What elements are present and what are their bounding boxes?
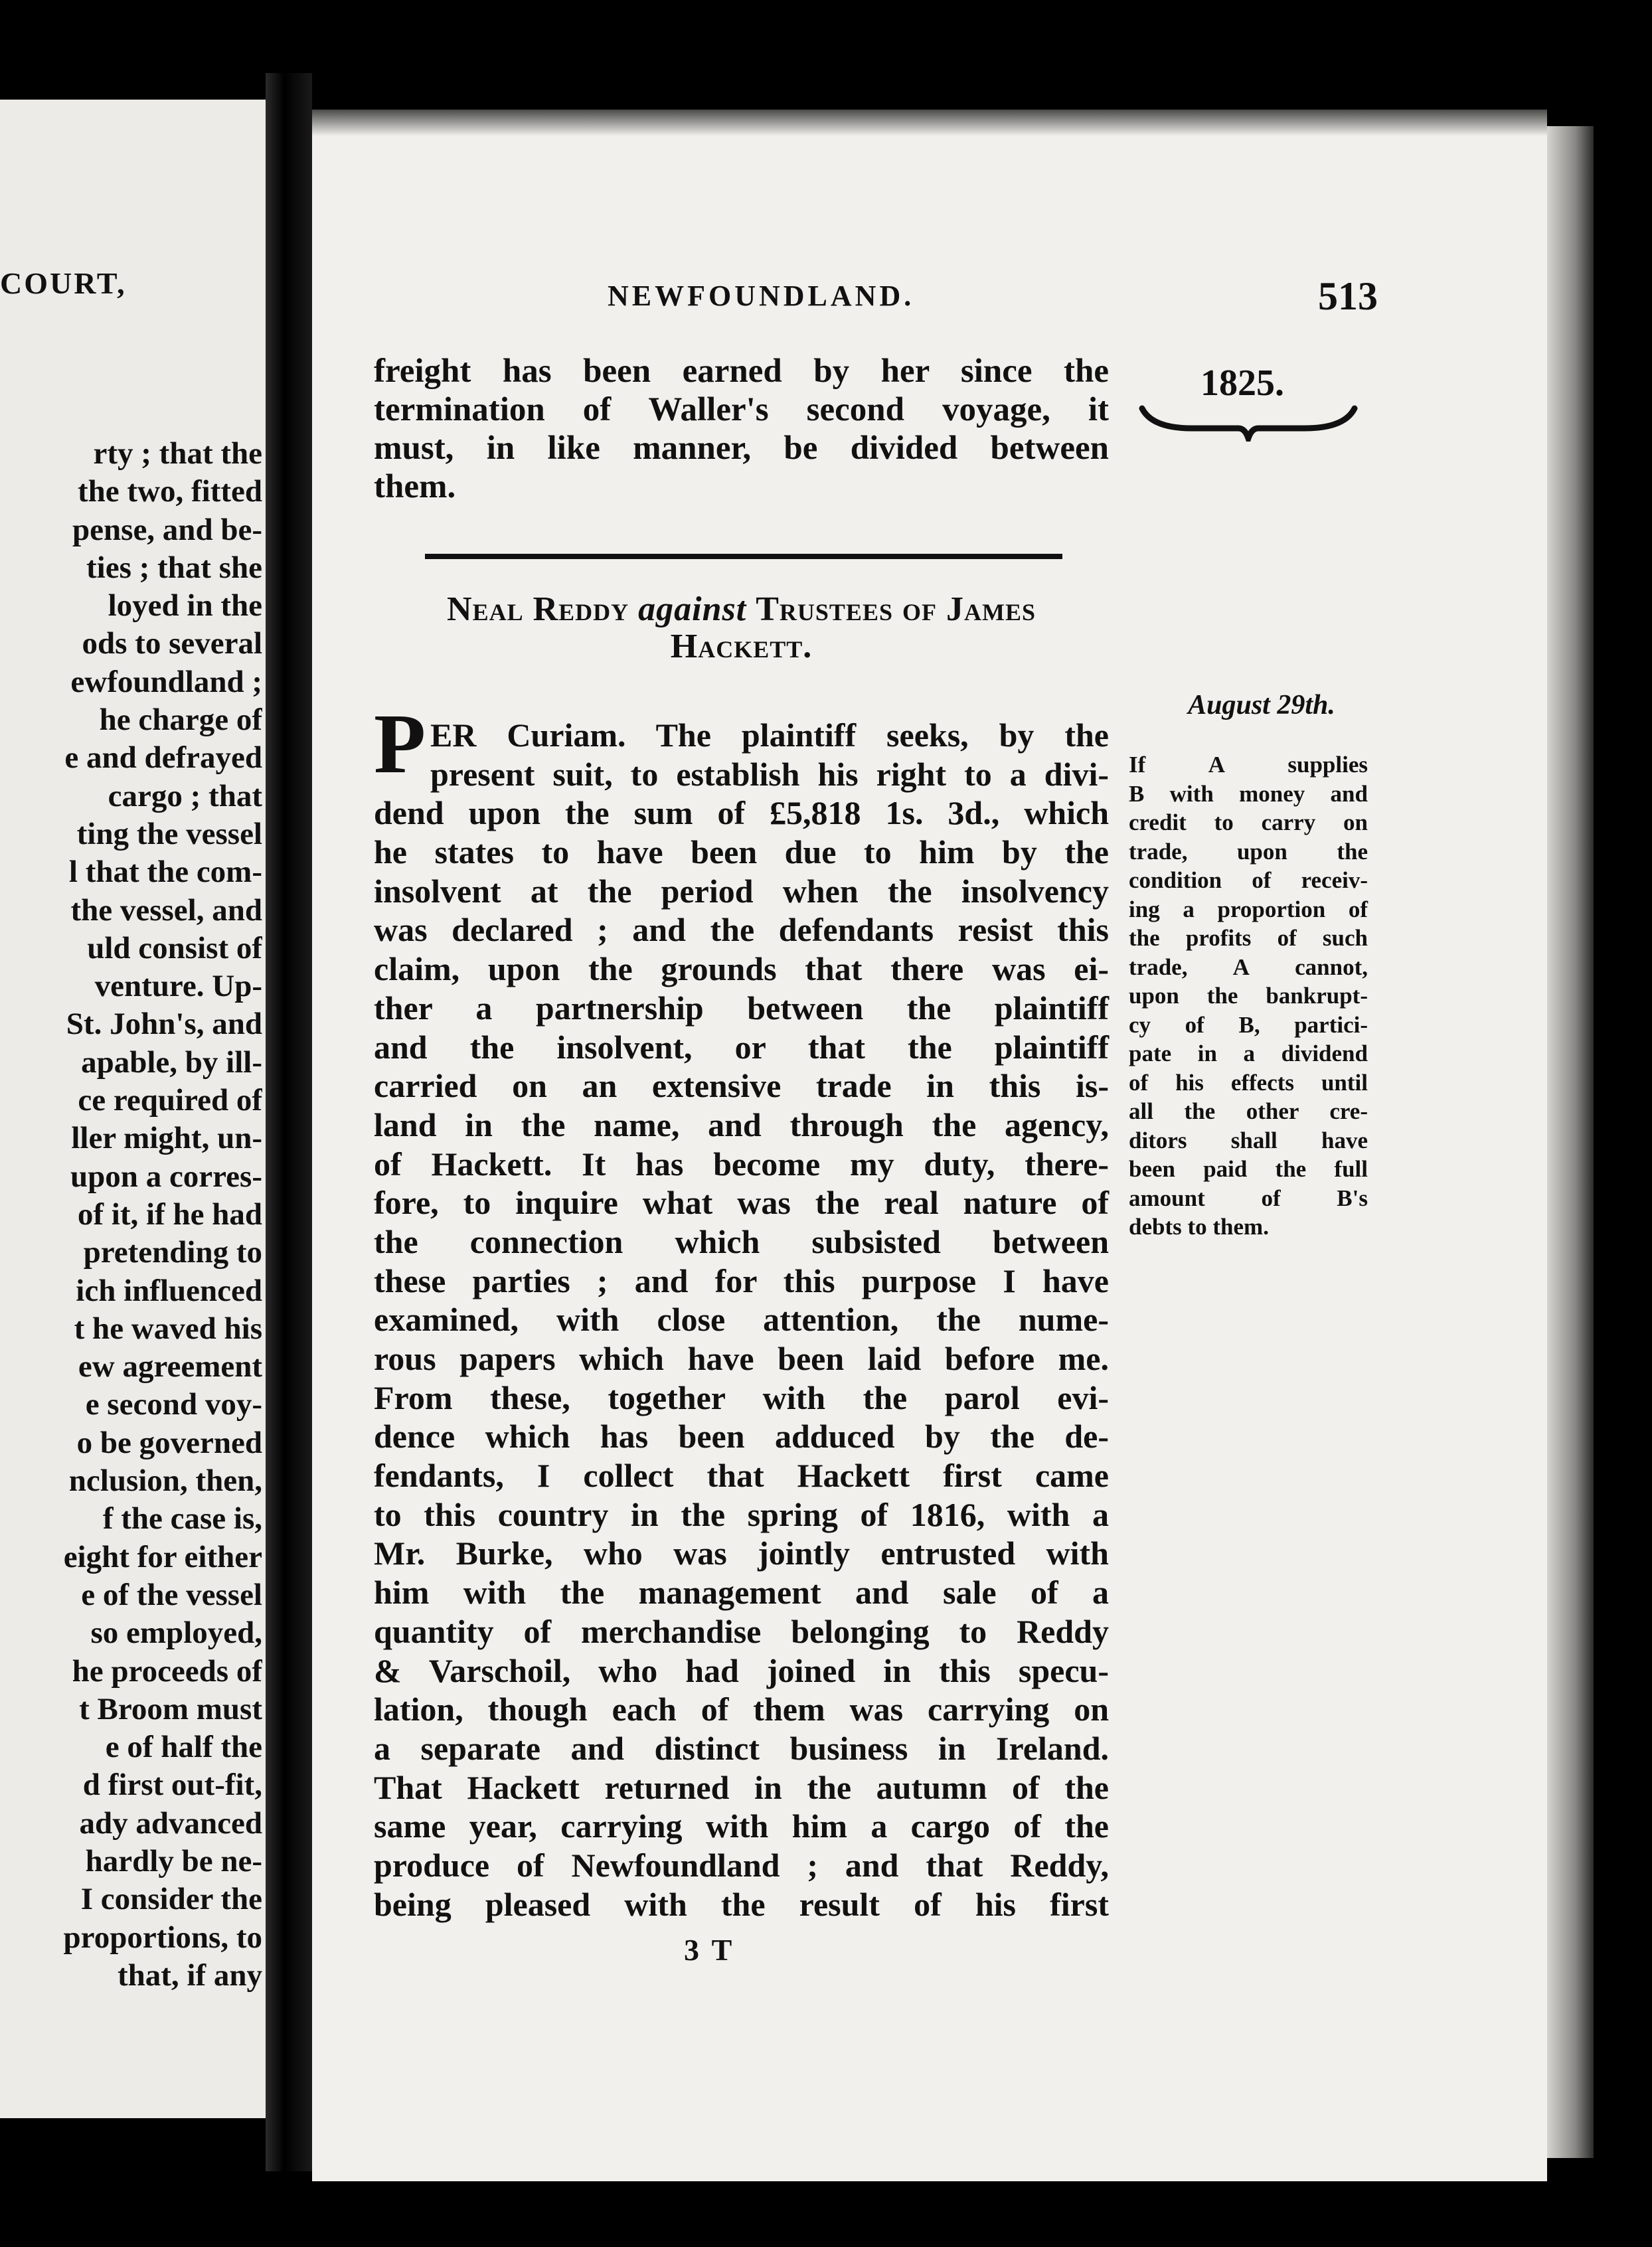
left-text-line: ady advanced [79,1805,262,1841]
text-line: these parties ; and for this purpose I have [374,1262,1109,1299]
text-line: That Hackett returned in the autumn of the [374,1768,1109,1806]
text-line: cy of B, partici- [1129,1011,1368,1038]
left-text-line: e second voy- [85,1387,262,1422]
text-line: of his effects until [1129,1069,1368,1096]
left-text-line: St. John's, and [66,1007,262,1042]
main-paragraph [374,716,1109,1924]
margin-date: August 29th. [1188,690,1335,720]
left-text-line: e and defrayed [64,740,262,776]
page-number: 513 [1318,274,1378,318]
text-line: been paid the full [1129,1156,1368,1182]
text-line: termination of Waller's second voyage, it [374,391,1109,428]
left-text-line: ties ; that she [86,550,262,585]
left-text-line: ting the vessel [76,816,262,851]
text-line: present suit, to establish his right to a divi- [430,755,1109,793]
text-line: Mr. Burke, who was jointly entrusted with [374,1535,1109,1572]
left-text-line: pense, and be- [72,512,262,547]
opening-paragraph [374,352,1109,511]
page-top-shadow [312,110,1547,136]
page-edge [1547,126,1594,2158]
left-text-line: pretending to [83,1235,262,1270]
left-text-line: the two, fitted [77,474,262,509]
text-line: trade, A cannot, [1129,954,1368,980]
left-text-line: o be governed [76,1425,262,1460]
text-line: claim, upon the grounds that there was ei- [374,950,1109,988]
text-line: B with money and [1129,780,1368,807]
left-text-line: e of half the [105,1730,262,1765]
left-text-line: of it, if he had [77,1197,262,1232]
case-plaintiff: Neal Reddy [447,590,629,628]
case-defendant-name: Hackett. [670,627,813,665]
case-defendant: Trustees of James [756,590,1036,628]
text-line: produce of Newfoundland ; and that Reddy, [374,1846,1109,1884]
text-line: & Varschoil, who had joined in this specu- [374,1651,1109,1689]
brace-ornament [1139,402,1358,442]
left-text-line: cargo ; that [108,778,262,813]
text-line: insolvent at the period when the insolvency [374,872,1109,910]
text-line: carried on an extensive trade in this is- [374,1067,1109,1105]
left-text-line: proportions, to [63,1920,262,1955]
text-line: the profits of such [1129,925,1368,951]
signature-mark: 3 T [684,1933,735,1967]
left-text-line: eight for either [63,1539,262,1574]
text-line: him with the management and sale of a [374,1574,1109,1612]
case-title [374,591,1109,665]
left-text-line: venture. Up- [94,969,262,1004]
text-line: to this country in the spring of 1816, with a [374,1495,1109,1533]
left-text-line: apable, by ill- [81,1044,262,1080]
text-line: quantity of merchandise belonging to Reddy [374,1612,1109,1650]
left-page-text [0,435,262,1995]
book-gutter [266,73,312,2171]
left-text-line: t Broom must [79,1691,262,1726]
text-line: If A supplies [1129,752,1368,778]
left-text-line: he charge of [99,703,262,738]
text-line: From these, together with the parol evi- [374,1378,1109,1416]
text-line: credit to carry on [1129,809,1368,835]
margin-headnote [1129,750,1368,1242]
text-line: ther a partnership between the plaintiff [374,989,1109,1027]
left-text-line: t he waved his [74,1311,262,1346]
text-line: pate in a dividend [1129,1040,1368,1066]
text-line: dence which has been adduced by the de- [374,1418,1109,1456]
text-line: must, in like manner, be divided between [374,430,1109,467]
text-line: being pleased with the result of his first [374,1885,1109,1923]
text-line: ing a proportion of [1129,896,1368,922]
left-text-line: so employed, [90,1616,262,1651]
left-text-line: ller might, un- [71,1121,262,1156]
left-text-line: e of the vessel [81,1577,262,1612]
text-line: a separate and distinct business in Ireland. [374,1729,1109,1767]
left-text-line: ods to several [82,626,262,661]
left-text-line: that, if any [117,1957,262,1993]
left-text-line: ce required of [78,1083,262,1118]
left-text-line: loyed in the [108,588,262,624]
text-line: all the other cre- [1129,1098,1368,1124]
text-line: ditors shall have [1129,1127,1368,1153]
left-text-line: hardly be ne- [85,1843,262,1878]
left-text-line: the vessel, and [70,892,262,928]
text-line: was declared ; and the defendants resist this [374,911,1109,949]
margin-year: 1825. [1200,363,1284,404]
section-rule [425,554,1062,559]
text-line: debts to them. [1129,1214,1269,1240]
text-line: trade, upon the [1129,838,1368,865]
text-line: amount of B's [1129,1185,1368,1211]
drop-cap: P [374,697,426,791]
running-head: NEWFOUNDLAND. [608,280,915,312]
text-line: freight has been earned by her since the [374,353,1109,390]
text-line: rous papers which have been laid before me. [374,1340,1109,1377]
text-line: them. [374,468,456,505]
left-text-line: uld consist of [87,930,262,965]
text-line: condition of receiv- [1129,867,1368,893]
left-text-line: l that the com- [68,855,262,890]
text-line: of Hackett. It has become my duty, there- [374,1145,1109,1183]
left-text-line: f the case is, [102,1501,262,1537]
text-line: upon the bankrupt- [1129,983,1368,1009]
left-text-line: ew agreement [78,1349,262,1384]
left-text-line: d first out-fit, [82,1768,262,1803]
case-against: against [638,590,747,628]
left-text-line: rty ; that the [93,436,262,471]
text-line: land in the name, and through the agency, [374,1106,1109,1143]
left-running-head: COURT, [0,266,127,300]
text-line: he states to have been due to him by the [374,833,1109,871]
text-line: fore, to inquire what was the real nature of [374,1184,1109,1222]
text-line: the connection which subsisted between [374,1222,1109,1260]
text-line: same year, carrying with him a cargo of the [374,1807,1109,1845]
text-line: and the insolvent, or that the plaintiff [374,1028,1109,1066]
left-text-line: I consider the [80,1882,262,1917]
left-text-line: ewfoundland ; [70,664,262,699]
left-facing-page [0,100,266,2118]
left-text-line: he proceeds of [72,1653,262,1689]
text-line: ER Curiam. The plaintiff seeks, by the [430,716,1109,754]
text-line: fendants, I collect that Hackett first came [374,1457,1109,1495]
left-text-line: upon a corres- [70,1159,262,1194]
left-text-line: nclusion, then, [68,1463,262,1499]
text-line: lation, though each of them was carrying on [374,1691,1109,1728]
left-text-line: ich influenced [76,1273,262,1308]
text-line: examined, with close attention, the nume- [374,1301,1109,1339]
text-line: dend upon the sum of £5,818 1s. 3d., which [374,794,1109,832]
